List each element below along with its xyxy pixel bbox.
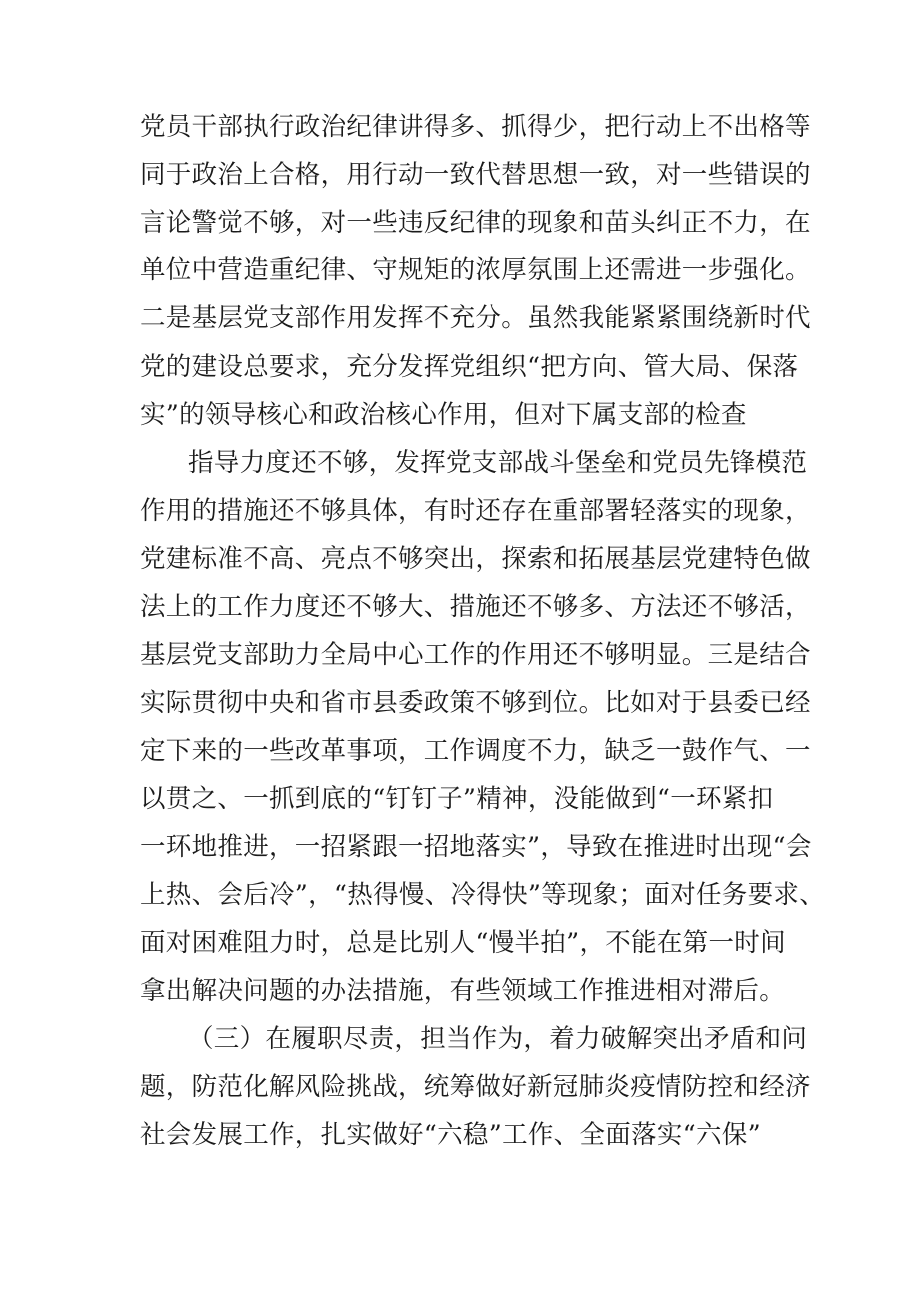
text-line: 党建标准不高、亮点不够突出，探索和拓展基层党建特色做 <box>140 544 811 574</box>
text-line: 定下来的一些改革事项，工作调度不力，缺乏一鼓作气、一 <box>140 736 811 766</box>
text-line: 法上的工作力度还不够大、措施还不够多、方法还不够活， <box>140 592 811 622</box>
text-line: 党员干部执行政治纪律讲得多、抓得少，把行动上不出格等 <box>140 112 811 142</box>
text-line: 以贯之、一抓到底的“钉钉子”精神，没能做到“一环紧扣 <box>140 784 774 814</box>
text-line: 指导力度还不够，发挥党支部战斗堡垒和党员先锋模范 <box>188 448 808 478</box>
text-line: 基层党支部助力全局中心工作的作用还不够明显。三是结合 <box>140 640 811 670</box>
text-line: 作用的措施还不够具体，有时还存在重部署轻落实的现象， <box>140 496 811 526</box>
text-line: 言论警觉不够，对一些违反纪律的现象和苗头纠正不力，在 <box>140 208 811 238</box>
text-line: 同于政治上合格，用行动一致代替思想一致，对一些错误的 <box>140 160 811 190</box>
text-line: 党的建设总要求，充分发挥党组织“把方向、管大局、保落 <box>140 352 799 382</box>
text-line: （三）在履职尽责，担当作为，着力破解突出矛盾和问 <box>188 1024 808 1054</box>
text-line: 上热、会后冷”，“热得慢、冷得快”等现象；面对任务要求、 <box>140 880 826 910</box>
text-line: 社会发展工作，扎实做好“六稳”工作、全面落实“六保” <box>140 1120 761 1150</box>
text-line: 面对困难阻力时，总是比别人“慢半拍”，不能在第一时间 <box>140 928 786 958</box>
text-line: 一环地推进，一招紧跟一招地落实”，导致在推进时出现“会 <box>140 832 812 862</box>
text-line: 二是基层党支部作用发挥不充分。虽然我能紧紧围绕新时代 <box>140 303 811 333</box>
text-line: 实”的领导核心和政治核心作用，但对下属支部的检查 <box>140 400 747 430</box>
text-line: 题，防范化解风险挑战，统筹做好新冠肺炎疫情防控和经济 <box>140 1072 811 1102</box>
text-line: 拿出解决问题的办法措施，有些领域工作推进相对滞后。 <box>140 976 786 1006</box>
text-line: 实际贯彻中央和省市县委政策不够到位。比如对于县委已经 <box>140 688 811 718</box>
text-line: 单位中营造重纪律、守规矩的浓厚氛围上还需进一步强化。 <box>140 255 811 285</box>
